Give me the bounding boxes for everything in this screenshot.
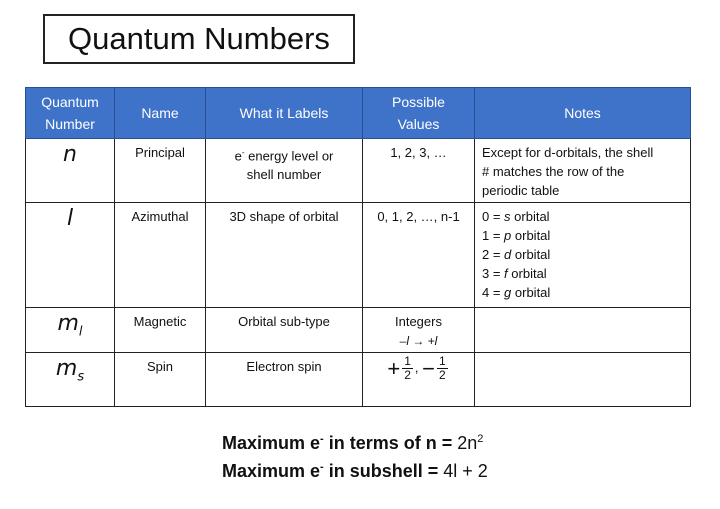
labels-cell: 3D shape of orbital	[206, 203, 363, 308]
notes-line: Except for d-orbitals, the shell	[482, 145, 654, 160]
formula-rhs	[457, 433, 483, 453]
formula-label: Maximum e	[222, 461, 321, 481]
header-what-it-labels: What it Labels	[206, 88, 363, 139]
orbital-note-suffix: orbital	[511, 228, 551, 243]
table-row	[26, 203, 691, 308]
labels-cell: Orbital sub-type	[206, 308, 363, 353]
labels-text-2: shell number	[246, 167, 322, 183]
header-notes: Notes	[475, 88, 691, 139]
separator: ,	[414, 359, 423, 375]
formula-label: Maximum e	[222, 433, 321, 453]
notes-cell	[475, 139, 691, 203]
fraction-numerator: 1	[438, 354, 446, 368]
orbital-note-prefix: 3 =	[482, 266, 505, 281]
header-quantum-number-line1: Quantum	[41, 94, 99, 110]
symbol-letter: m	[55, 356, 78, 381]
orbital-note-suffix: orbital	[507, 266, 547, 281]
orbital-letter: g	[504, 285, 512, 300]
orbital-note	[482, 226, 686, 245]
fraction-denominator: 2	[404, 368, 411, 382]
fraction-half	[402, 355, 413, 382]
formula-rhs-text: 2n	[457, 433, 478, 453]
table-row	[26, 353, 691, 407]
formula-max-electrons-shell	[222, 433, 483, 454]
page-title: Quantum Numbers	[43, 14, 355, 64]
values-cell: 0, 1, 2, …, n-1	[363, 203, 475, 308]
name-cell: Principal	[115, 139, 206, 203]
orbital-note-prefix: 1 =	[482, 228, 505, 243]
header-possible-values	[363, 88, 475, 139]
values-line2: –l → +l	[399, 334, 438, 348]
table-header-row	[26, 88, 691, 139]
name-cell: Spin	[115, 353, 206, 407]
orbital-note-prefix: 2 =	[482, 247, 505, 262]
symbol-n: n	[26, 139, 115, 203]
electron-symbol: e	[234, 148, 242, 164]
orbital-letter: d	[504, 247, 512, 262]
formula-mid: in subshell =	[323, 461, 444, 481]
labels-cell	[206, 139, 363, 203]
plus-sign: +	[387, 356, 401, 381]
minus-sign: −	[422, 356, 435, 381]
table-row	[26, 139, 691, 203]
values-line1: Integers	[395, 314, 442, 329]
orbital-note-suffix: orbital	[511, 247, 551, 262]
notes-line: # matches the row of the	[482, 164, 625, 179]
formula-mid: in terms of n =	[323, 433, 458, 453]
labels-text-1: energy level or	[244, 148, 334, 164]
orbital-note-prefix: 4 =	[482, 285, 505, 300]
orbital-note-suffix: orbital	[510, 209, 550, 224]
symbol-ml	[26, 308, 115, 353]
header-quantum-number-line2: Number	[45, 116, 95, 132]
orbital-note-suffix: orbital	[511, 285, 551, 300]
symbol-subscript: l	[78, 324, 83, 340]
notes-cell	[475, 203, 691, 308]
notes-cell	[475, 308, 691, 353]
formula-rhs: 4l + 2	[443, 461, 488, 481]
symbol-letter: m	[57, 311, 79, 336]
values-cell	[363, 353, 475, 407]
orbital-letter: p	[504, 228, 512, 243]
orbital-letter: f	[504, 266, 508, 281]
orbital-note	[482, 207, 686, 226]
values-cell	[363, 308, 475, 353]
labels-cell: Electron spin	[206, 353, 363, 407]
formula-sup: -	[320, 433, 324, 445]
formula-sup: -	[320, 461, 324, 473]
name-cell: Azimuthal	[115, 203, 206, 308]
name-cell: Magnetic	[115, 308, 206, 353]
header-possible-values-line1: Possible	[392, 94, 445, 110]
table-row	[26, 308, 691, 353]
fraction-half	[437, 355, 448, 382]
fraction-denominator: 2	[438, 368, 446, 382]
notes-cell	[475, 353, 691, 407]
formula-rhs-sup: 2	[477, 433, 484, 445]
header-quantum-number	[26, 88, 115, 139]
header-name: Name	[115, 88, 206, 139]
electron-minus-sup: -	[241, 148, 245, 157]
symbol-subscript: s	[77, 369, 85, 385]
header-possible-values-line2: Values	[397, 116, 440, 132]
formula-max-electrons-subshell	[222, 461, 488, 482]
orbital-note	[482, 245, 686, 264]
symbol-l: l	[26, 203, 115, 308]
orbital-note	[482, 264, 686, 283]
symbol-ms	[26, 353, 115, 407]
orbital-note-prefix: 0 =	[482, 209, 505, 224]
fraction-numerator: 1	[404, 354, 411, 368]
orbital-note	[482, 283, 686, 302]
notes-line: periodic table	[482, 183, 560, 198]
quantum-numbers-table	[25, 87, 691, 407]
orbital-letter: s	[504, 209, 511, 224]
values-cell: 1, 2, 3, …	[363, 139, 475, 203]
